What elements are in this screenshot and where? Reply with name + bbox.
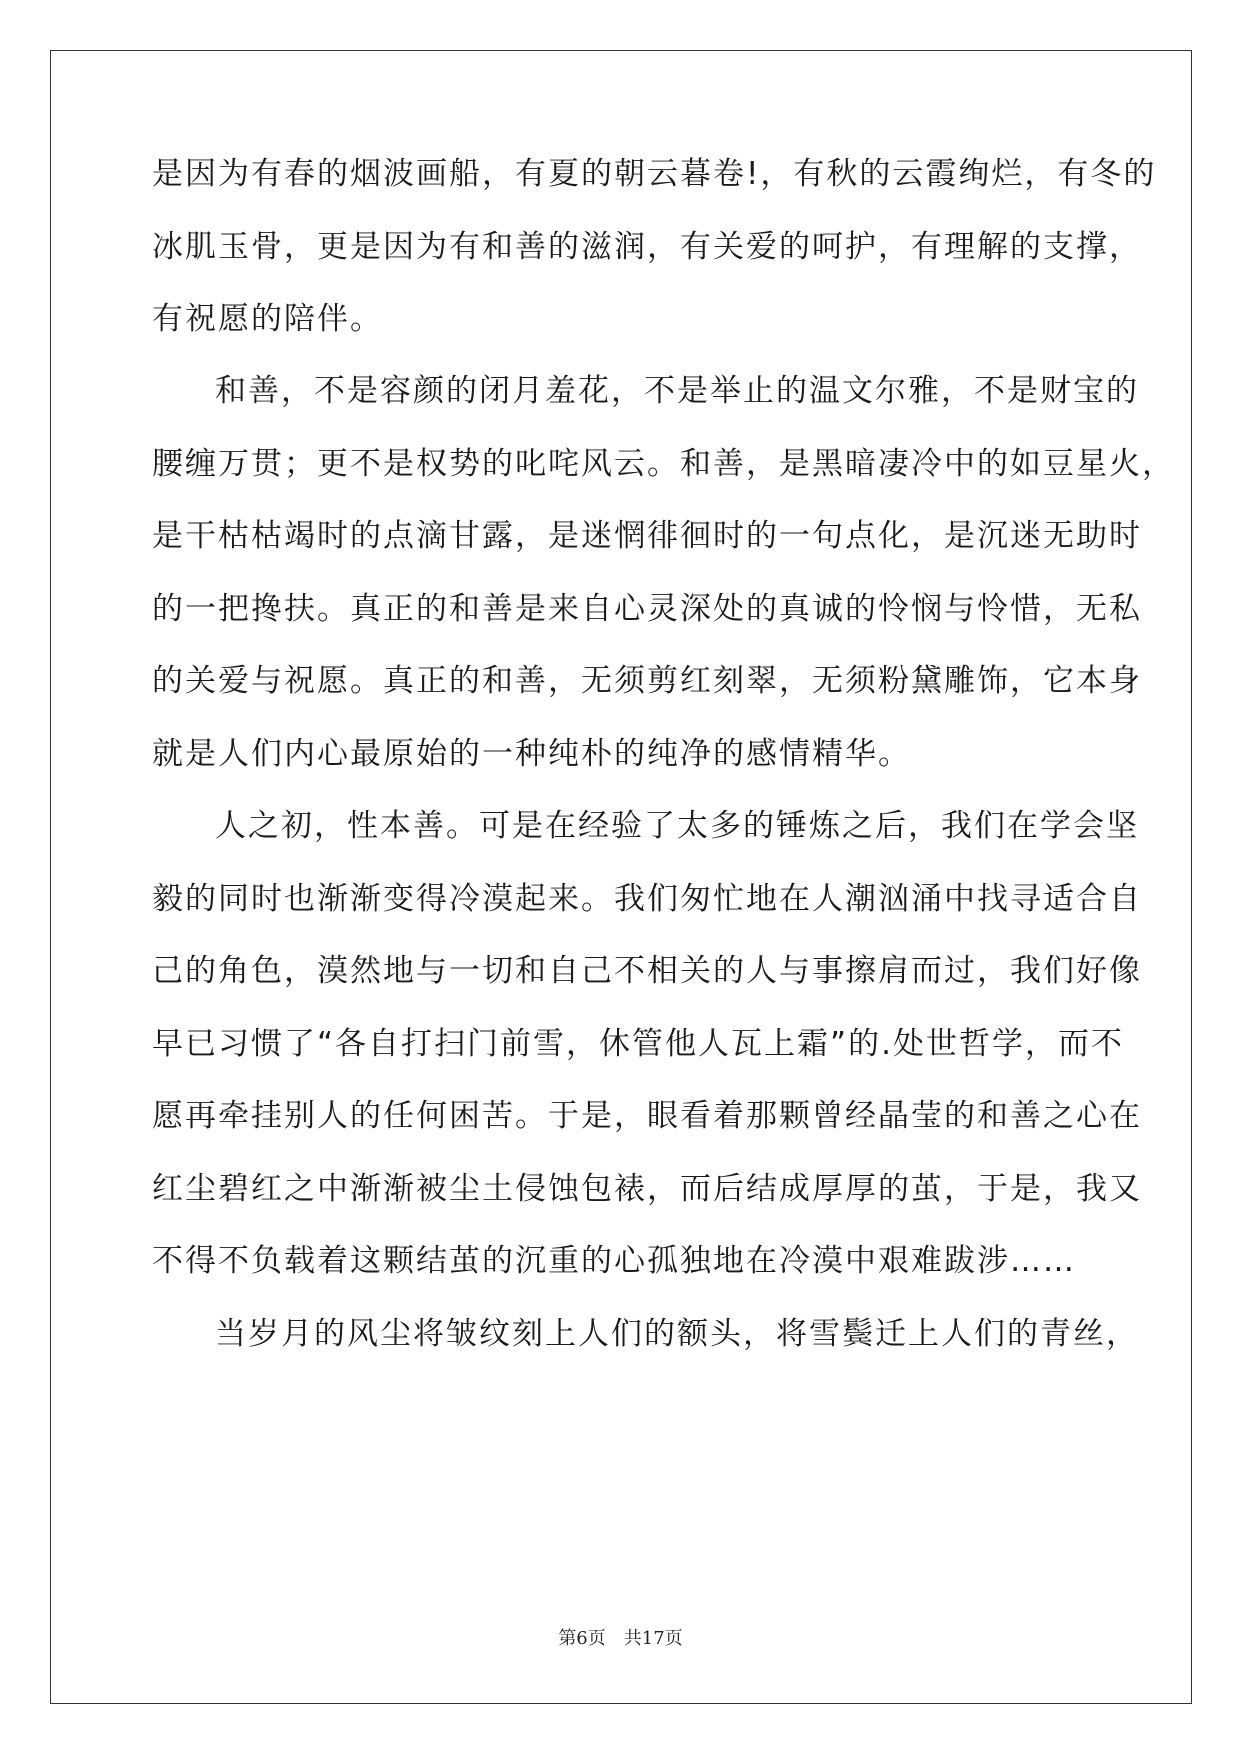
text-line: 的关爱与祝愿。真正的和善，无须剪红刻翠，无须粉黛雕饰，它本身 bbox=[152, 663, 1142, 699]
text-line: 就是人们内心最原始的一种纯朴的纯净的感情精华。 bbox=[152, 736, 911, 772]
text-line: 不得不负载着这颗结茧的沉重的心孤独地在冷漠中艰难跋涉…… bbox=[152, 1243, 1076, 1279]
text-line: 腰缠万贯；更不是权势的叱咤风云。和善，是黑暗凄冷中的如豆星火， bbox=[152, 446, 1175, 482]
text-line: 有祝愿的陪伴。 bbox=[152, 301, 383, 337]
text-line: 冰肌玉骨，更是因为有和善的滋润，有关爱的呵护，有理解的支撑， bbox=[152, 229, 1142, 265]
page-number-footer: 第6页 共17页 bbox=[558, 1628, 683, 1649]
text-line: 红尘碧红之中渐渐被尘土侵蚀包裱，而后结成厚厚的茧，于是，我又 bbox=[152, 1171, 1142, 1207]
text-line: 是因为有春的烟波画船，有夏的朝云暮卷!，有秋的云霞绚烂，有冬的 bbox=[152, 156, 1157, 192]
text-line: 是干枯枯竭时的点滴甘露，是迷惘徘徊时的一句点化，是沉迷无助时 bbox=[152, 518, 1142, 554]
text-line: 当岁月的风尘将皱纹刻上人们的额头，将雪鬓迁上人们的青丝， bbox=[215, 1316, 1139, 1352]
text-line: 愿再牵挂别人的任何困苦。于是，眼看着那颗曾经晶莹的和善之心在 bbox=[152, 1098, 1142, 1134]
text-line: 的一把搀扶。真正的和善是来自心灵深处的真诚的怜悯与怜惜，无私 bbox=[152, 591, 1142, 627]
text-line: 早已习惯了“各自打扫门前雪，休管他人瓦上霜”的.处世哲学，而不 bbox=[152, 1026, 1124, 1062]
text-line: 人之初，性本善。可是在经验了太多的锤炼之后，我们在学会坚 bbox=[215, 808, 1139, 844]
text-line: 和善，不是容颜的闭月羞花，不是举止的温文尔雅，不是财宝的 bbox=[215, 373, 1139, 409]
text-line: 毅的同时也渐渐变得冷漠起来。我们匆忙地在人潮汹涌中找寻适合自 bbox=[152, 881, 1142, 917]
text-line: 己的角色，漠然地与一切和自己不相关的人与事擦肩而过，我们好像 bbox=[152, 953, 1142, 989]
